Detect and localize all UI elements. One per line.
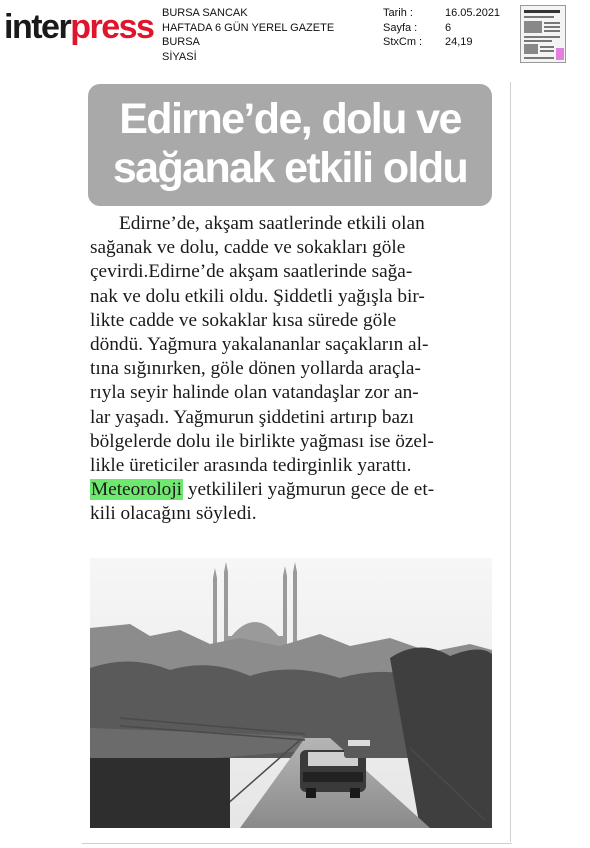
clip-details xyxy=(383,6,500,50)
body-line: kili olacağını söyledi. xyxy=(90,503,257,525)
body-line: likle üreticiler arasında tedirginlik yarattı. xyxy=(90,455,412,477)
body-line: rıyla seyir halinde olan vatandaşlar zor an- xyxy=(90,382,419,404)
body-line: Edirne’de, akşam saatlerinde etkili olan xyxy=(119,213,425,234)
body-line: tına sığınırken, göle dönen yollarda araçla- xyxy=(90,358,421,380)
page-label: Sayfa : xyxy=(383,21,418,34)
body-line: döndü. Yağmura yakalananlar saçakların al- xyxy=(90,334,429,356)
keyword-highlight[interactable]: Meteoroloji xyxy=(91,479,183,501)
article-marker xyxy=(556,48,564,60)
body-line: likte cadde ve sokaklar kısa sürede göle xyxy=(90,309,397,331)
body-line: sağanak ve dolu, cadde ve sokakları göle xyxy=(90,237,406,259)
publication-category: SİYASİ xyxy=(162,50,197,63)
publication-region: BURSA xyxy=(162,36,200,48)
logo-text-red: press xyxy=(70,8,154,46)
page-thumbnail[interactable] xyxy=(520,5,566,63)
page-value: 6 xyxy=(445,21,452,34)
source-info xyxy=(162,6,334,64)
article-body xyxy=(90,212,500,527)
headline-line-2: sağanak etkili oldu xyxy=(112,144,468,192)
body-line: çevirdi.Edirne’de akşam saatlerinde sağa- xyxy=(90,261,413,283)
column-divider xyxy=(510,82,511,842)
date-label: Tarih : xyxy=(383,7,413,19)
publication-frequency: HAFTADA 6 GÜN YEREL GAZETE xyxy=(162,21,335,34)
second-car xyxy=(344,738,374,758)
publication-name: BURSA SANCAK xyxy=(162,7,248,19)
bottom-divider xyxy=(82,843,512,844)
foreground-field xyxy=(90,758,230,828)
body-line: lar yaşadı. Yağmurun şiddetini artırıp bazı xyxy=(90,406,414,428)
interpress-logo xyxy=(4,8,153,46)
body-line-highlighted xyxy=(90,478,500,502)
stxcm-label: StxCm : xyxy=(383,36,423,48)
headline-line-1: Edirne’de, dolu ve xyxy=(119,95,461,143)
body-line: nak ve dolu etkili oldu. Şiddetli yağışla bir- xyxy=(90,285,425,307)
article-headline xyxy=(88,84,492,206)
stxcm-value: 24,19 xyxy=(445,36,473,48)
body-line-rest: yetkilileri yağmurun gece de et- xyxy=(183,479,435,501)
logo-text-dark: inter xyxy=(4,8,71,46)
date-value: 16.05.2021 xyxy=(445,7,501,19)
body-line: bölgelerde dolu ile birlikte yağması ise özel- xyxy=(90,430,434,452)
article-photo xyxy=(90,558,492,828)
